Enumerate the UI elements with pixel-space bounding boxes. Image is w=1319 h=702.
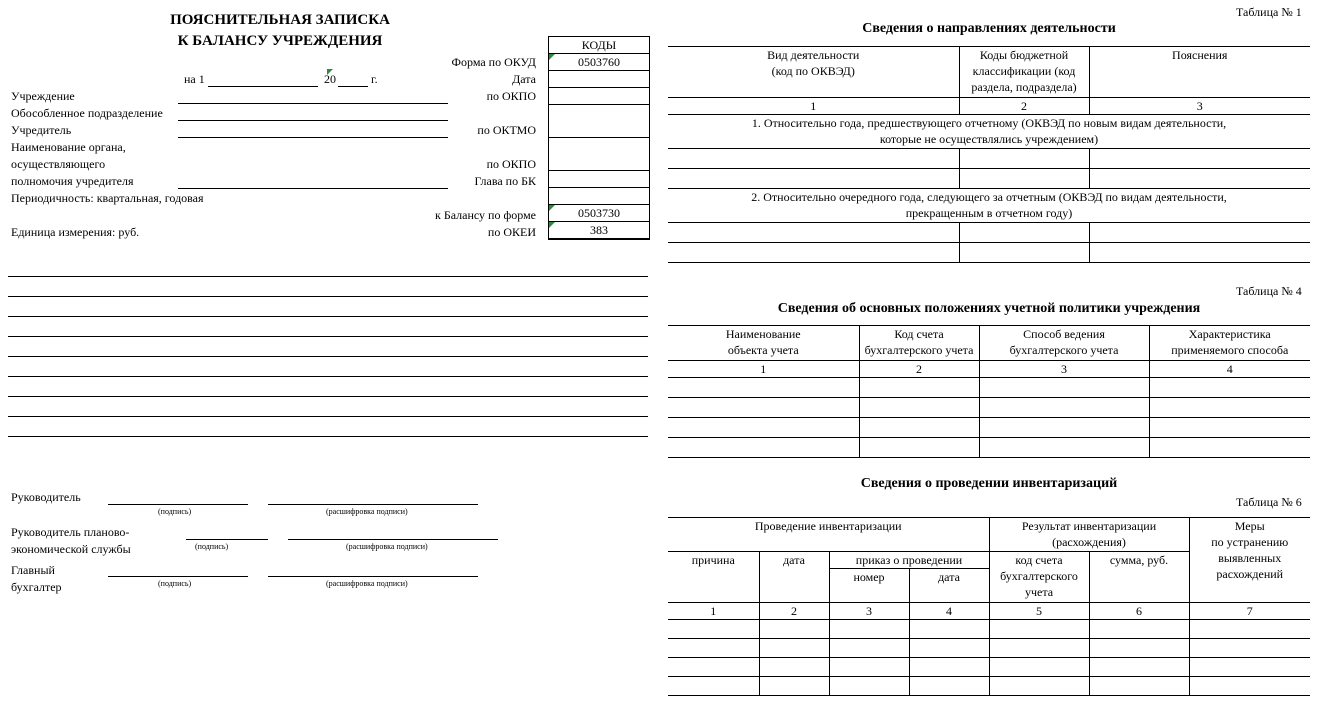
date-suffix: г. [371,72,378,86]
planning-decode-field[interactable] [288,539,498,540]
head-decode-field[interactable] [268,504,478,505]
table1-col3-header: Пояснения [1089,47,1310,98]
table6-number: Таблица № 6 [1236,495,1302,509]
balance-form-code: 0503730 [578,206,620,220]
table-cell[interactable] [1149,438,1310,458]
table-cell[interactable] [989,677,1089,696]
table-cell[interactable] [1089,149,1310,169]
table6-reason-header: причина [668,552,759,603]
table-cell[interactable] [959,169,1089,189]
decode-hint: (расшифровка подписи) [326,507,408,516]
table1-num-3: 3 [1089,98,1310,115]
table6-num-1: 1 [668,603,759,620]
doc-title-line1: ПОЯСНИТЕЛЬНАЯ ЗАПИСКА [170,12,390,28]
table-cell[interactable] [1189,620,1310,639]
table-cell[interactable] [909,620,989,639]
founder-label: Учредитель [11,123,72,137]
table-cell[interactable] [1089,677,1189,696]
table-cell[interactable] [668,677,759,696]
table-cell[interactable] [1149,378,1310,398]
table-cell[interactable] [829,620,909,639]
table6-num-4: 4 [909,603,989,620]
table-cell[interactable] [668,398,859,418]
date-prefix: на 1 [184,72,205,86]
date-year-prefix: 20 [324,72,336,86]
table6-group-result: Результат инвентаризации (расхождения) [989,518,1189,552]
table-cell[interactable] [759,677,829,696]
date-day-field[interactable] [208,86,318,87]
table-cell[interactable] [668,149,959,169]
table6-measures-header: Меры по устранению выявленных расхождений [1189,518,1310,603]
doc-title-line2: К БАЛАНСУ УЧРЕЖДЕНИЯ [177,33,383,49]
text-line[interactable] [8,336,648,337]
unit-label: Единица измерения: руб. [11,225,140,239]
table1 [668,46,1310,263]
okpo-code-cell-1[interactable] [549,87,649,104]
authority-label-2: осуществляющего [11,157,106,171]
sign-hint: (подпись) [158,507,192,516]
chief-acc-decode-field[interactable] [268,576,478,577]
text-line[interactable] [8,376,648,377]
table-cell[interactable] [1089,620,1189,639]
table1-section1: 1. Относительно года, предшествующего отчетному (ОКВЭД по новым видам деятельности, которые не осуществлялись учреждением) [668,115,1310,149]
table-cell[interactable] [1089,243,1310,263]
table-cell[interactable] [989,639,1089,658]
table-cell[interactable] [829,639,909,658]
table6-num-3: 3 [829,603,909,620]
table4-col2-header: Код счета бухгалтерского учета [859,326,979,361]
balance-form-label: к Балансу по форме [435,208,536,222]
planning-sign-field[interactable] [186,539,268,540]
table-cell[interactable] [829,658,909,677]
okpo-label-1: по ОКПО [486,89,536,103]
table-cell[interactable] [979,418,1149,438]
table1-num-2: 2 [959,98,1089,115]
table-cell[interactable] [668,223,959,243]
table-cell[interactable] [909,639,989,658]
table-cell[interactable] [989,620,1089,639]
chief-acc-label-2: бухгалтер [11,580,62,594]
authority-label-1: Наименование органа, [11,140,126,154]
table-cell[interactable] [959,149,1089,169]
table6-num-7: 7 [1189,603,1310,620]
text-line[interactable] [8,276,648,277]
decode-hint: (расшифровка подписи) [346,542,428,551]
table4-number: Таблица № 4 [1236,284,1302,298]
decode-hint: (расшифровка подписи) [326,579,408,588]
table-cell[interactable] [989,658,1089,677]
table1-title: Сведения о направлениях деятельности [862,21,1116,36]
text-line[interactable] [8,356,648,357]
table-cell[interactable] [1189,658,1310,677]
table6 [668,517,1310,696]
table6-order-date-header: дата [909,569,989,603]
table-cell[interactable] [668,378,859,398]
table-cell[interactable] [1089,658,1189,677]
codes-header: КОДЫ [581,38,617,52]
chief-acc-label-1: Главный [11,563,55,577]
text-line[interactable] [8,396,648,397]
table4-col4-header: Характеристика применяемого способа [1149,326,1310,361]
table1-number: Таблица № 1 [1236,5,1302,19]
subdivision-label: Обособленное подразделение [11,106,163,120]
comment-marker-icon [549,222,555,228]
okei-code: 383 [590,223,608,237]
oktmo-code-cell[interactable] [549,104,649,137]
table-cell[interactable] [1149,398,1310,418]
table-cell[interactable] [979,378,1149,398]
table-cell[interactable] [859,398,979,418]
table1-num-1: 1 [668,98,959,115]
comment-marker-icon [549,54,555,60]
table6-order-header: приказ о проведении [829,552,989,569]
table4-num-1: 1 [668,361,859,378]
planning-label-2: экономической службы [11,542,131,556]
authority-label-3: полномочия учредителя [11,174,134,188]
table1-col2-header: Коды бюджетной классификации (код раздела, подраздела) [959,47,1089,98]
table4-num-2: 2 [859,361,979,378]
table6-date-header: дата [759,552,829,603]
text-line[interactable] [8,436,648,437]
table-cell[interactable] [668,639,759,658]
table4-num-3: 3 [979,361,1149,378]
text-line[interactable] [8,296,648,297]
date-year-field[interactable] [338,86,368,87]
sign-hint: (подпись) [158,579,192,588]
table-cell[interactable] [959,243,1089,263]
table-cell[interactable] [859,438,979,458]
table-cell[interactable] [668,243,959,263]
table6-num-6: 6 [1089,603,1189,620]
table1-col1-header: Вид деятельности (код по ОКВЭД) [668,47,959,98]
empty-code-cell[interactable] [549,187,649,204]
institution-label: Учреждение [11,89,75,103]
table4-col1-header: Наименование объекта учета [668,326,859,361]
balance-form-code-cell[interactable] [549,204,649,221]
bk-code-cell[interactable] [549,170,649,187]
text-line[interactable] [8,416,648,417]
table-cell[interactable] [1089,169,1310,189]
comment-marker-icon [549,205,555,211]
table-cell[interactable] [859,378,979,398]
table-cell[interactable] [668,418,859,438]
table-cell[interactable] [909,658,989,677]
comment-marker-icon [327,69,333,75]
chief-acc-sign-field[interactable] [108,576,248,577]
okpo-label-2: по ОКПО [486,157,536,171]
table-cell[interactable] [668,620,759,639]
head-label: Руководитель [11,490,81,504]
okud-code: 0503760 [578,55,620,69]
okud-code-cell[interactable] [549,53,649,70]
table-cell[interactable] [1089,639,1189,658]
table4-num-4: 4 [1149,361,1310,378]
table-cell[interactable] [759,658,829,677]
periodicity-label: Периодичность: квартальная, годовая [11,191,204,205]
table-cell[interactable] [979,438,1149,458]
table-cell[interactable] [1089,223,1310,243]
table-cell[interactable] [1149,418,1310,438]
okpo-code-cell-2[interactable] [549,137,649,170]
subdivision-field[interactable] [178,120,448,121]
text-line[interactable] [8,316,648,317]
table6-group-inventory: Проведение инвентаризации [668,518,989,552]
table-cell[interactable] [1189,639,1310,658]
table4 [668,325,1310,458]
okei-code-cell[interactable] [549,221,649,238]
planning-label-1: Руководитель планово- [11,525,130,539]
table-cell[interactable] [979,398,1149,418]
table-cell[interactable] [829,677,909,696]
table6-title: Сведения о проведении инвентаризаций [860,476,1118,491]
table6-num-2: 2 [759,603,829,620]
bk-label: Глава по БК [474,174,536,188]
table-cell[interactable] [668,438,859,458]
table-cell[interactable] [668,658,759,677]
table6-sum-header: сумма, руб. [1089,552,1189,603]
table6-num-5: 5 [989,603,1089,620]
table-cell[interactable] [1189,677,1310,696]
oktmo-label: по ОКТМО [477,123,536,137]
date-label: Дата [512,72,536,86]
table-cell[interactable] [759,639,829,658]
table-cell[interactable] [859,418,979,438]
sign-hint: (подпись) [195,542,229,551]
head-sign-field[interactable] [108,504,248,505]
table-cell[interactable] [759,620,829,639]
okei-label: по ОКЕИ [487,225,536,239]
table6-order-number-header: номер [829,569,909,603]
date-code-cell[interactable] [549,70,649,87]
table-cell[interactable] [959,223,1089,243]
table1-section2: 2. Относительно очередного года, следующего за отчетным (ОКВЭД по видам деятельности, прекращенным в отчетном году) [668,189,1310,223]
table-cell[interactable] [668,169,959,189]
table-cell[interactable] [909,677,989,696]
table4-col3-header: Способ ведения бухгалтерского учета [979,326,1149,361]
okud-label: Форма по ОКУД [451,55,536,69]
table6-account-header: код счета бухгалтерского учета [989,552,1089,603]
table4-title: Сведения об основных положениях учетной политики учреждения [777,301,1201,316]
codes-box [548,36,650,240]
